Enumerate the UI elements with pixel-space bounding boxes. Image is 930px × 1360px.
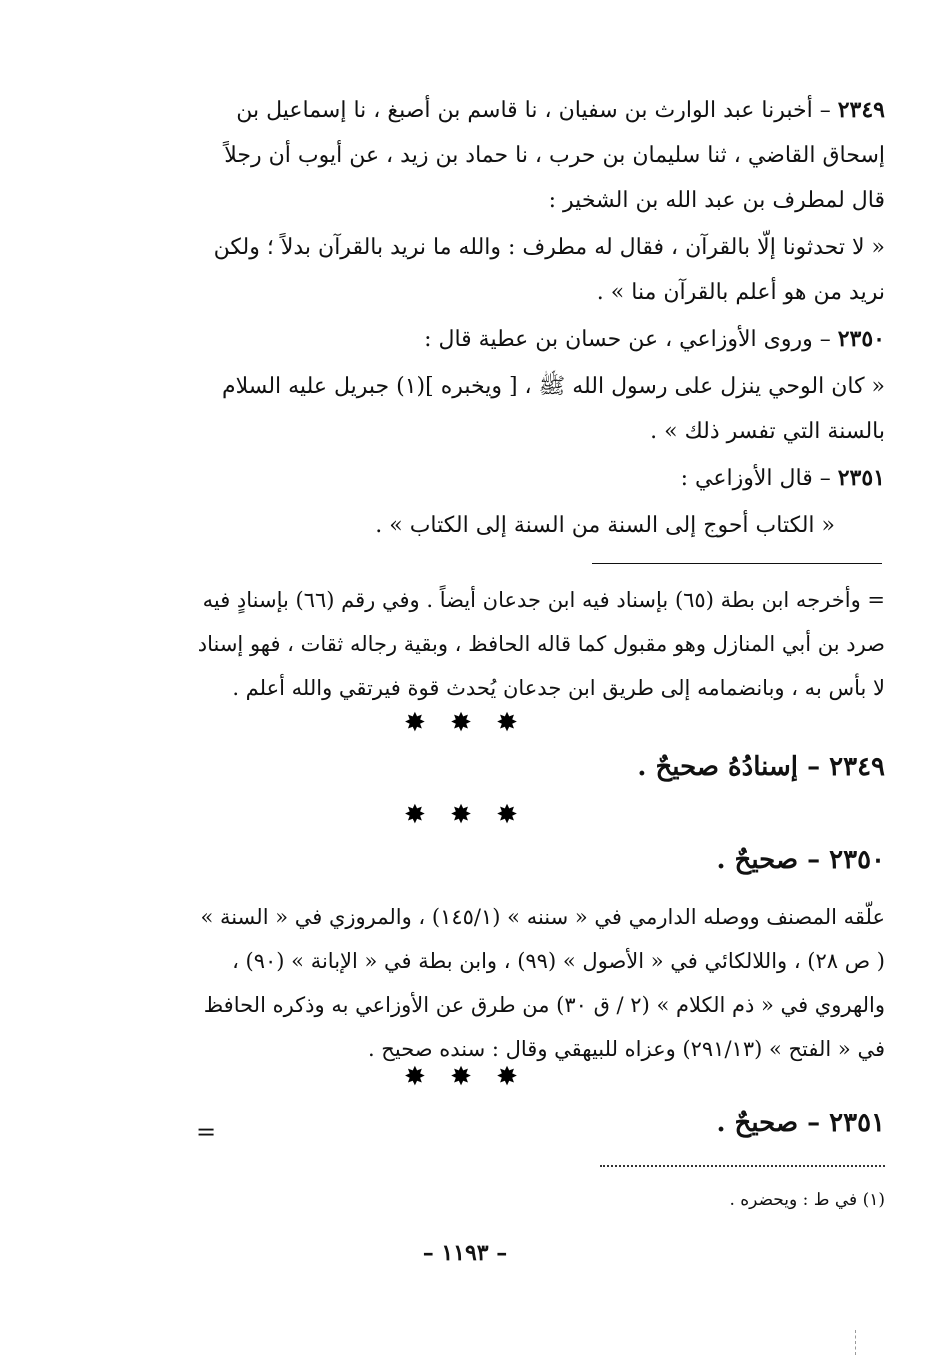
commentary-top: = وأخرجه ابن بطة (٦٥) بإسناد فيه ابن جدعان أيضاً . وفي رقم (٦٦) بإسنادٍ فيه صرد بن أبي المنازل وهو مقبول كما قاله الحافظ ، وبقية رجاله ثقات ، فهو إسناد لا بأس به ، وبانضمامه إلى طريق ابن جدعان يُحدث قوة فيرتقي والله أعلم . (197, 588, 885, 700)
hadith-number: ٢٣٤٩ (837, 97, 885, 123)
grade-2350: ٢٣٥٠ – صحيحٌ . (716, 845, 885, 875)
hadith-number: ٢٣٥١ (837, 465, 885, 491)
grade-2349: ٢٣٤٩ – إسنادُهُ صحيحٌ . (637, 752, 885, 782)
footnote-separator (600, 1165, 885, 1167)
hadith-text: – وروى الأوزاعي ، عن حسان بن عطية قال : (424, 327, 838, 352)
hadith-text: – قال الأوزاعي : (680, 466, 838, 491)
stars-divider: ✸ ✸ ✸ (404, 1062, 526, 1092)
stars-divider: ✸ ✸ ✸ (404, 708, 526, 738)
hadith-2349 (195, 88, 885, 223)
continuation-mark: = (196, 1118, 217, 1146)
stars-divider: ✸ ✸ ✸ (404, 800, 526, 830)
hadith-2351 (195, 456, 885, 501)
footnote: (١) في ط : ويحضره . (729, 1190, 885, 1210)
hadith-2351-quote: « الكتاب أحوج إلى السنة من السنة إلى الكتاب » . (375, 513, 835, 538)
page-number: – ١١٩٣ – (422, 1240, 508, 1266)
separator-line (592, 563, 882, 564)
grade-2351: ٢٣٥١ – صحيحٌ . (716, 1108, 885, 1138)
commentary-2350: علّقه المصنف ووصله الدارمي في « سننه » (١٤٥/١) ، والمروزي في « السنة » ( ص ٢٨) ، واللالكائي في « الأصول » (٩٩) ، وابن بطة في « الإبانة » (٩٠) ، والهروي في « ذم الكلام » (٢ / ق ٣٠) من طرق عن الأوزاعي به وذكره الحافظ في « الفتح » (٢٩١/١٣) وعزاه للبيهقي وقال : سنده صحيح . (200, 905, 885, 1061)
hadith-number: ٢٣٥٠ (837, 326, 885, 352)
hadith-2350 (195, 317, 885, 362)
hadith-2350-quote: « كان الوحي ينزل على رسول الله ﷺ ، [ ويخبره ](١) جبريل عليه السلام بالسنة التي تفسر ذلك » . (221, 374, 885, 444)
margin-mark (855, 1330, 857, 1355)
hadith-2349-quote: « لا تحدثونا إلّا بالقرآن ، فقال له مطرف : والله ما نريد بالقرآن بدلاً ؛ ولكن نريد من هو أعلم بالقرآن منا » . (213, 235, 885, 305)
hadith-text-block (195, 88, 885, 548)
hadith-text: – أخبرنا عبد الوارث بن سفيان ، نا قاسم بن أصبغ ، نا إسماعيل بن إسحاق القاضي ، ثنا سليمان بن حرب ، نا حماد بن زيد ، عن أيوب أن رجلاً قال لمطرف بن عبد الله بن الشخير : (224, 98, 885, 213)
